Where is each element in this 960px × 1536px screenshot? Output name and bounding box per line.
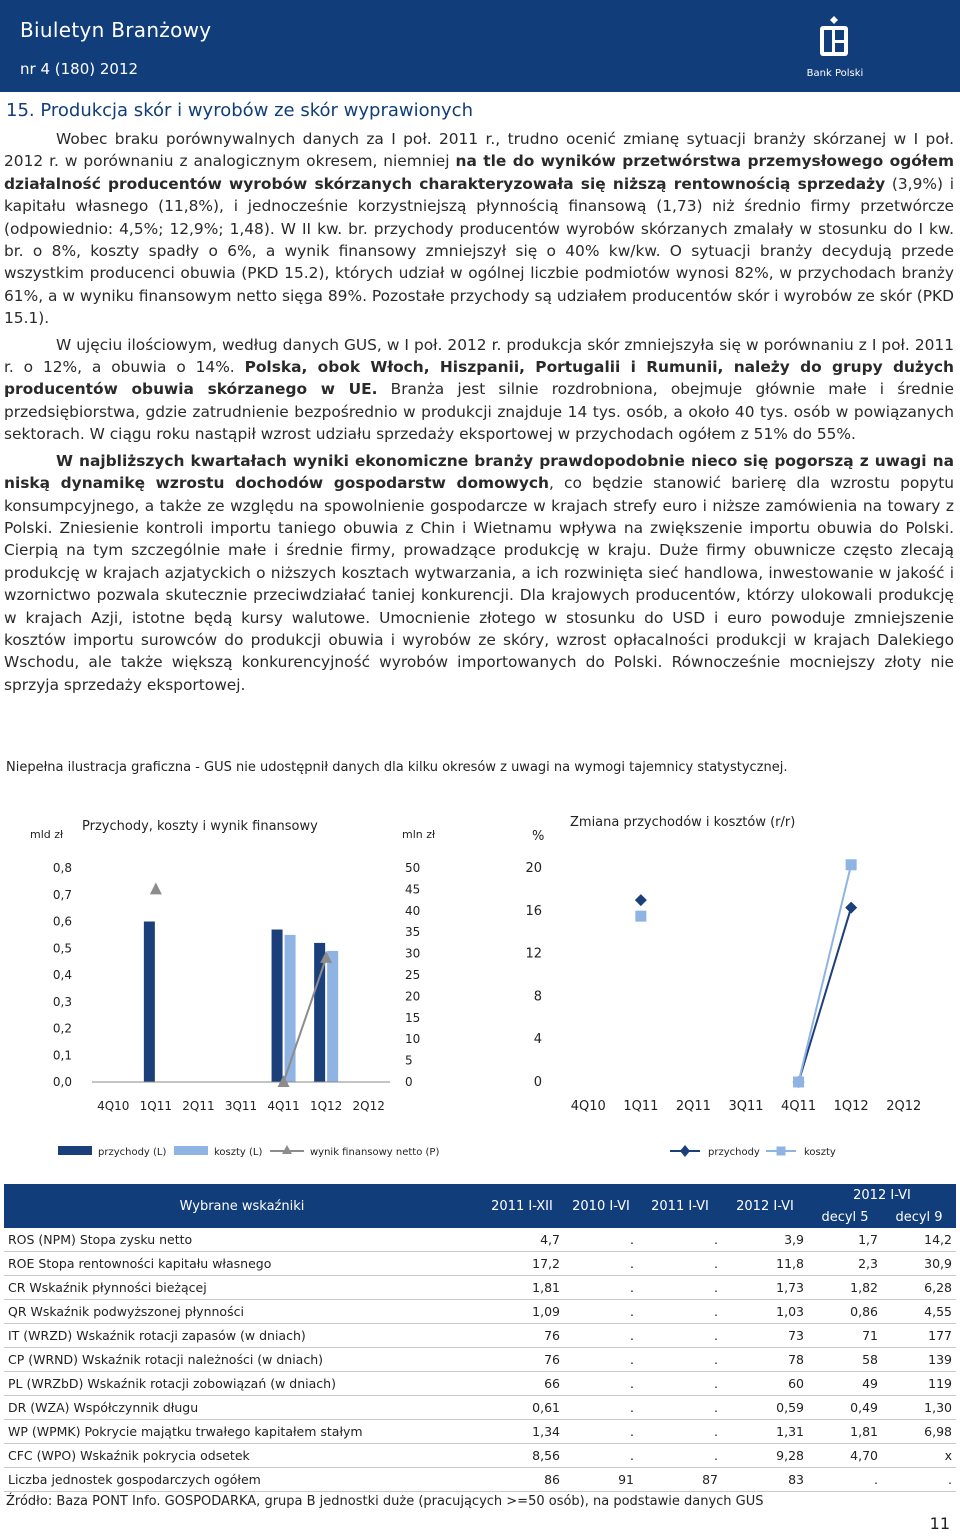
chart2-legend-label: przychody [708, 1147, 760, 1158]
chart1-ytick-right: 35 [405, 925, 421, 940]
bank-logo [800, 14, 870, 84]
table-header-label: Wybrane wskaźniki [4, 1184, 480, 1228]
chart1-xtick: 1Q12 [309, 1099, 343, 1113]
chart1-bar [272, 930, 283, 1082]
table-cell: 1,30 [882, 1396, 956, 1420]
table-cell: 30,9 [882, 1252, 956, 1276]
row-label: CP (WRND) Wskaźnik rotacji należności (w dniach) [4, 1348, 480, 1372]
table-cell: . [638, 1348, 722, 1372]
table-cell: . [638, 1372, 722, 1396]
row-label: CR Wskaźnik płynności bieżącej [4, 1276, 480, 1300]
chart1-legend-label: koszty (L) [214, 1147, 263, 1158]
table-cell: 1,09 [480, 1300, 564, 1324]
table-cell: 0,49 [808, 1396, 882, 1420]
chart1-bar [285, 935, 296, 1082]
table-cell: 58 [808, 1348, 882, 1372]
table-row [4, 1396, 956, 1420]
chart2-point [635, 894, 647, 906]
table-cell: 91 [564, 1468, 638, 1492]
chart1-line-point [150, 882, 162, 894]
article-body [4, 128, 954, 696]
chart1-ytick-right: 30 [405, 946, 421, 961]
table-cell: . [638, 1324, 722, 1348]
source-note: Źródło: Baza PONT Info. GOSPODARKA, grupa B jednostki duże (pracujących >=50 osób), na podstawie danych GUS [6, 1494, 764, 1509]
table-row [4, 1228, 956, 1252]
chart1-legend-marker [282, 1145, 292, 1154]
chart1-bar [327, 951, 338, 1082]
col-group-2012-h1: 2012 I-VI [808, 1184, 956, 1206]
chart1-ytick-left: 0,6 [52, 914, 72, 929]
chart2-ytick: 8 [533, 989, 542, 1005]
table-cell: 71 [808, 1324, 882, 1348]
bulletin-title: Biuletyn Branżowy [20, 18, 212, 42]
table-cell: . [638, 1420, 722, 1444]
table-cell: 1,34 [480, 1420, 564, 1444]
chart2-point [845, 902, 857, 914]
table-cell: . [564, 1420, 638, 1444]
row-label: PL (WRZbD) Wskaźnik rotacji zobowiązań (w dniach) [4, 1372, 480, 1396]
yoy-change-chart [490, 800, 960, 1170]
col-header-2011-full: 2011 I-XII [480, 1184, 564, 1228]
col-header-2010-h1: 2010 I-VI [564, 1184, 638, 1228]
p3-bold: W najbliższych kwartałach wyniki ekonomiczne branży prawdopodobnie nieco się pogorszą z uwagi na niską dynamikę wzrostu dochodów gospodarstw domowych [4, 451, 954, 493]
section-title: 15. Produkcja skór i wyrobów ze skór wyprawionych [6, 100, 473, 121]
table-cell: 83 [722, 1468, 808, 1492]
chart1-xtick: 3Q11 [224, 1099, 258, 1113]
table-cell: 0,86 [808, 1300, 882, 1324]
col-header-2012-h1: 2012 I-VI [722, 1184, 808, 1228]
table-cell: 4,55 [882, 1300, 956, 1324]
table-cell: . [638, 1444, 722, 1468]
chart1-legend-label: wynik finansowy netto (P) [310, 1147, 440, 1158]
col-header-decyl9: decyl 9 [882, 1206, 956, 1228]
table-cell: 2,3 [808, 1252, 882, 1276]
table-cell: . [638, 1396, 722, 1420]
chart2-xtick: 2Q11 [675, 1099, 711, 1114]
paragraph-2 [4, 334, 954, 446]
chart1-ytick-right: 50 [405, 861, 421, 875]
p2-bold: Polska, obok Włoch, Hiszpanii, Portugalii i Rumunii, należy do grupy dużych producentów obuwia skórzanego w UE. [4, 358, 954, 399]
chart1-title: Przychody, koszty i wynik finansowy [82, 819, 318, 834]
table-cell: . [564, 1396, 638, 1420]
chart1-xtick: 4Q10 [97, 1099, 130, 1113]
chart2-point [793, 1077, 804, 1088]
chart1-ytick-left: 0,1 [52, 1048, 72, 1063]
page-number: 11 [929, 1514, 950, 1533]
table-row [4, 1372, 956, 1396]
table-cell: . [564, 1300, 638, 1324]
row-label: ROS (NPM) Stopa zysku netto [4, 1228, 480, 1252]
p2-end: Branża jest silnie rozdrobniona, obejmuje głównie małe i średnie przedsiębiorstwa, gdzie zatrudnienie bezpośrednio w produkcji znajduje 14 tys. osób, a około 40 tys. osób w powiązanych sektorach. W ciągu roku nastąpił wzrost udziału sprzedaży eksportowej w przychodach ogółem z 51% do 55%. [4, 380, 954, 444]
table-cell: 76 [480, 1348, 564, 1372]
chart2-line-segment [799, 865, 852, 1082]
paragraph-3 [4, 450, 954, 696]
chart1-ytick-right: 15 [405, 1010, 421, 1025]
p1-end: (3,9%) i kapitału własnego (11,8%), i jednocześnie korzystniejszą płynnością finansową (1,73) niż średnio firmy przetwórcze (odpowiednio: 4,5%; 12,9%; 1,48). W II kw. br. przychody producentów wyrobów skórzanych zmalały w stosunku do I kw. br. o 8%, koszty spadły o 6%, a wynik finansowy zmniejszył się o 40% kw/kw. O sytuacji branży decydują przede wszystkim producenci obuwia (PKD 15.2), których udział w ogólnej liczbie podmiotów wynosi 82%, w przychodach branży 61%, a w wyniku finansowym netto sięga 89%. Pozostałe przychody są udziałem producentów skór i wyrobów ze skór (PKD 15.1). [4, 174, 955, 328]
table-cell: 73 [722, 1324, 808, 1348]
table-cell: 86 [480, 1468, 564, 1492]
chart2-ytick: 4 [533, 1032, 542, 1048]
chart2-point [846, 859, 857, 870]
chart2-ytick: 12 [525, 946, 542, 962]
table-cell: 6,28 [882, 1276, 956, 1300]
table-row [4, 1252, 956, 1276]
table-cell: . [564, 1348, 638, 1372]
chart1-ytick-right: 25 [405, 968, 421, 982]
table-cell: 3,9 [722, 1228, 808, 1252]
chart1-ytick-right: 45 [405, 882, 421, 897]
chart1-legend-swatch [58, 1146, 92, 1155]
table-cell: x [882, 1444, 956, 1468]
table-cell: . [638, 1228, 722, 1252]
chart2-ytick: 16 [525, 903, 542, 919]
p1-bold: na tle do wyników przetwórstwa przemysłowego ogółem działalność producentów wyrobów skórzanych charakteryzowała się niższą rentownością sprzedaży [4, 152, 954, 193]
table-cell: . [808, 1468, 882, 1492]
table-cell: . [638, 1276, 722, 1300]
chart2-xtick: 3Q11 [728, 1099, 764, 1114]
p1-start: Wobec braku porównywalnych danych za I poł. 2011 r., trudno ocenić zmianę sytuacji branży skórzanej w I poł. 2012 r. w porównaniu z analogicznym okresem, niemniej [4, 130, 954, 171]
table-cell: . [564, 1276, 638, 1300]
chart2-point [635, 911, 646, 922]
table-cell: . [564, 1444, 638, 1468]
chart2-xtick: 2Q12 [886, 1099, 922, 1114]
chart1-ytick-left: 0,8 [52, 861, 72, 875]
table-cell: 17,2 [480, 1252, 564, 1276]
table-cell: 139 [882, 1348, 956, 1372]
table-cell: 1,03 [722, 1300, 808, 1324]
chart2-xtick: 4Q11 [781, 1099, 817, 1114]
chart1-ytick-right: 5 [405, 1053, 413, 1068]
chart2-ylabel: % [532, 829, 545, 844]
table-row [4, 1324, 956, 1348]
chart1-y2label: mln zł [402, 828, 436, 841]
table-cell: 177 [882, 1324, 956, 1348]
issue-number: nr 4 (180) 2012 [20, 60, 139, 78]
table-cell: . [638, 1252, 722, 1276]
chart1-ytick-left: 0,5 [52, 941, 72, 956]
header-band [0, 0, 960, 92]
table-cell: 4,7 [480, 1228, 564, 1252]
logo-text: Bank Polski [806, 68, 864, 79]
indicators-table [4, 1184, 956, 1492]
table-cell: 4,70 [808, 1444, 882, 1468]
table-cell: 8,56 [480, 1444, 564, 1468]
chart1-legend-swatch [174, 1146, 208, 1155]
chart1-ylabel: mld zł [30, 828, 64, 841]
row-label: Liczba jednostek gospodarczych ogółem [4, 1468, 480, 1492]
chart1-xtick: 4Q11 [267, 1099, 300, 1113]
chart2-title: Zmiana przychodów i kosztów (r/r) [570, 815, 796, 830]
col-header-decyl5: decyl 5 [808, 1206, 882, 1228]
chart-note: Niepełna ilustracja graficzna - GUS nie udostępnił danych dla kilku okresów z uwagi na wymogi tajemnicy statystycznej. [6, 760, 788, 775]
table-cell: 0,61 [480, 1396, 564, 1420]
chart1-ytick-right: 20 [405, 989, 421, 1004]
pko-logo-icon [814, 14, 854, 64]
row-label: ROE Stopa rentowności kapitału własnego [4, 1252, 480, 1276]
table-cell: 66 [480, 1372, 564, 1396]
table-cell: 49 [808, 1372, 882, 1396]
table-cell: . [564, 1252, 638, 1276]
chart1-xtick: 2Q12 [352, 1099, 385, 1113]
table-cell: 11,8 [722, 1252, 808, 1276]
chart1-ytick-left: 0,7 [52, 887, 72, 902]
table-row [4, 1468, 956, 1492]
table-header-row [4, 1184, 956, 1206]
row-label: WP (WPMK) Pokrycie majątku trwałego kapitałem stałym [4, 1420, 480, 1444]
table-cell: 1,31 [722, 1420, 808, 1444]
chart2-legend-marker [680, 1145, 690, 1157]
table-cell: 14,2 [882, 1228, 956, 1252]
chart2-line-segment [799, 908, 852, 1082]
row-label: CFC (WPO) Wskaźnik pokrycia odsetek [4, 1444, 480, 1468]
table-row [4, 1276, 956, 1300]
revenue-costs-chart [0, 800, 470, 1170]
table-cell: . [564, 1228, 638, 1252]
row-label: QR Wskaźnik podwyższonej płynności [4, 1300, 480, 1324]
row-label: IT (WRZD) Wskaźnik rotacji zapasów (w dniach) [4, 1324, 480, 1348]
table-cell: 78 [722, 1348, 808, 1372]
chart1-ytick-right: 0 [405, 1075, 413, 1089]
table-cell: 1,7 [808, 1228, 882, 1252]
table-cell: 76 [480, 1324, 564, 1348]
chart1-legend-label: przychody (L) [98, 1147, 167, 1158]
chart2-ytick: 0 [533, 1075, 542, 1090]
table-cell: 0,59 [722, 1396, 808, 1420]
table-cell: 1,82 [808, 1276, 882, 1300]
col-header-2011-h1: 2011 I-VI [638, 1184, 722, 1228]
chart1-ytick-right: 40 [405, 903, 421, 918]
table-cell: 6,98 [882, 1420, 956, 1444]
chart2-legend-label: koszty [804, 1147, 836, 1158]
table-cell: . [882, 1468, 956, 1492]
chart1-ytick-left: 0,2 [52, 1021, 72, 1036]
table-cell: 1,73 [722, 1276, 808, 1300]
p3-end: , co będzie stanowić barierę dla wzrostu popytu konsumpcyjnego, a także ze względu na spowolnienie gospodarcze w krajach strefy euro i niższe zamówienia na towary z Polski. Zniesienie kontroli importu taniego obuwia z Chin i Wietnamu wpływa na zwiększenie importu obuwia do Polski. Cierpią na tym szczególnie małe i średnie firmy, prowadzące produkcję w kraju. Duże firmy obuwnicze często zlecają produkcję w krajach azjatyckich o niższych kosztach wytwarzania, a ich rozwinięta sieć handlowa, inwestowanie w jakość i wzornictwo pozwala skutecznie przeciwdziałać taniej konkurencji. Dla krajowych producentów, którzy ulokowali produkcję w krajach Azji, istotne będą kursy walutowe. Umocnienie złotego w stosunku do USD i euro powoduje zmniejszenie kosztów importu surowców do produkcji obuwia i wyrobów ze skóry, wzrost opłacalności produkcji w krajach Dalekiego Wschodu, ale także większą konkurencyjność wyrobów importowanych do Polski. Równocześnie mocniejszy złoty nie sprzyja sprzedaży eksportowej. [4, 474, 954, 694]
table-cell: . [564, 1372, 638, 1396]
paragraph-1 [4, 128, 954, 330]
table-row [4, 1300, 956, 1324]
row-label: DR (WZA) Współczynnik długu [4, 1396, 480, 1420]
table-cell: 60 [722, 1372, 808, 1396]
table-row [4, 1444, 956, 1468]
table-cell: 119 [882, 1372, 956, 1396]
chart2-xtick: 1Q11 [623, 1099, 659, 1114]
chart2-xtick: 1Q12 [833, 1099, 869, 1114]
table-cell: 1,81 [480, 1276, 564, 1300]
table-row [4, 1348, 956, 1372]
chart1-ytick-right: 10 [405, 1032, 421, 1047]
table-cell: 1,81 [808, 1420, 882, 1444]
chart1-xtick: 1Q11 [139, 1099, 173, 1113]
table-row [4, 1420, 956, 1444]
chart2-xtick: 4Q10 [570, 1099, 606, 1114]
chart1-xtick: 2Q11 [182, 1099, 215, 1113]
table-cell: . [638, 1300, 722, 1324]
chart1-ytick-left: 0,3 [52, 994, 72, 1009]
chart1-bar [144, 922, 155, 1083]
table-cell: 87 [638, 1468, 722, 1492]
chart2-ytick: 20 [525, 861, 542, 876]
table-cell: 9,28 [722, 1444, 808, 1468]
p2-start: W ujęciu ilościowym, według danych GUS, w I poł. 2012 r. produkcja skór zmniejszyła się w porównaniu z I poł. 2011 r. o 12%, a obuwia o 14%. [4, 335, 954, 377]
chart2-legend-marker [777, 1147, 786, 1156]
chart1-ytick-left: 0,4 [52, 968, 72, 982]
chart1-ytick-left: 0,0 [52, 1075, 72, 1089]
table-cell: . [564, 1324, 638, 1348]
